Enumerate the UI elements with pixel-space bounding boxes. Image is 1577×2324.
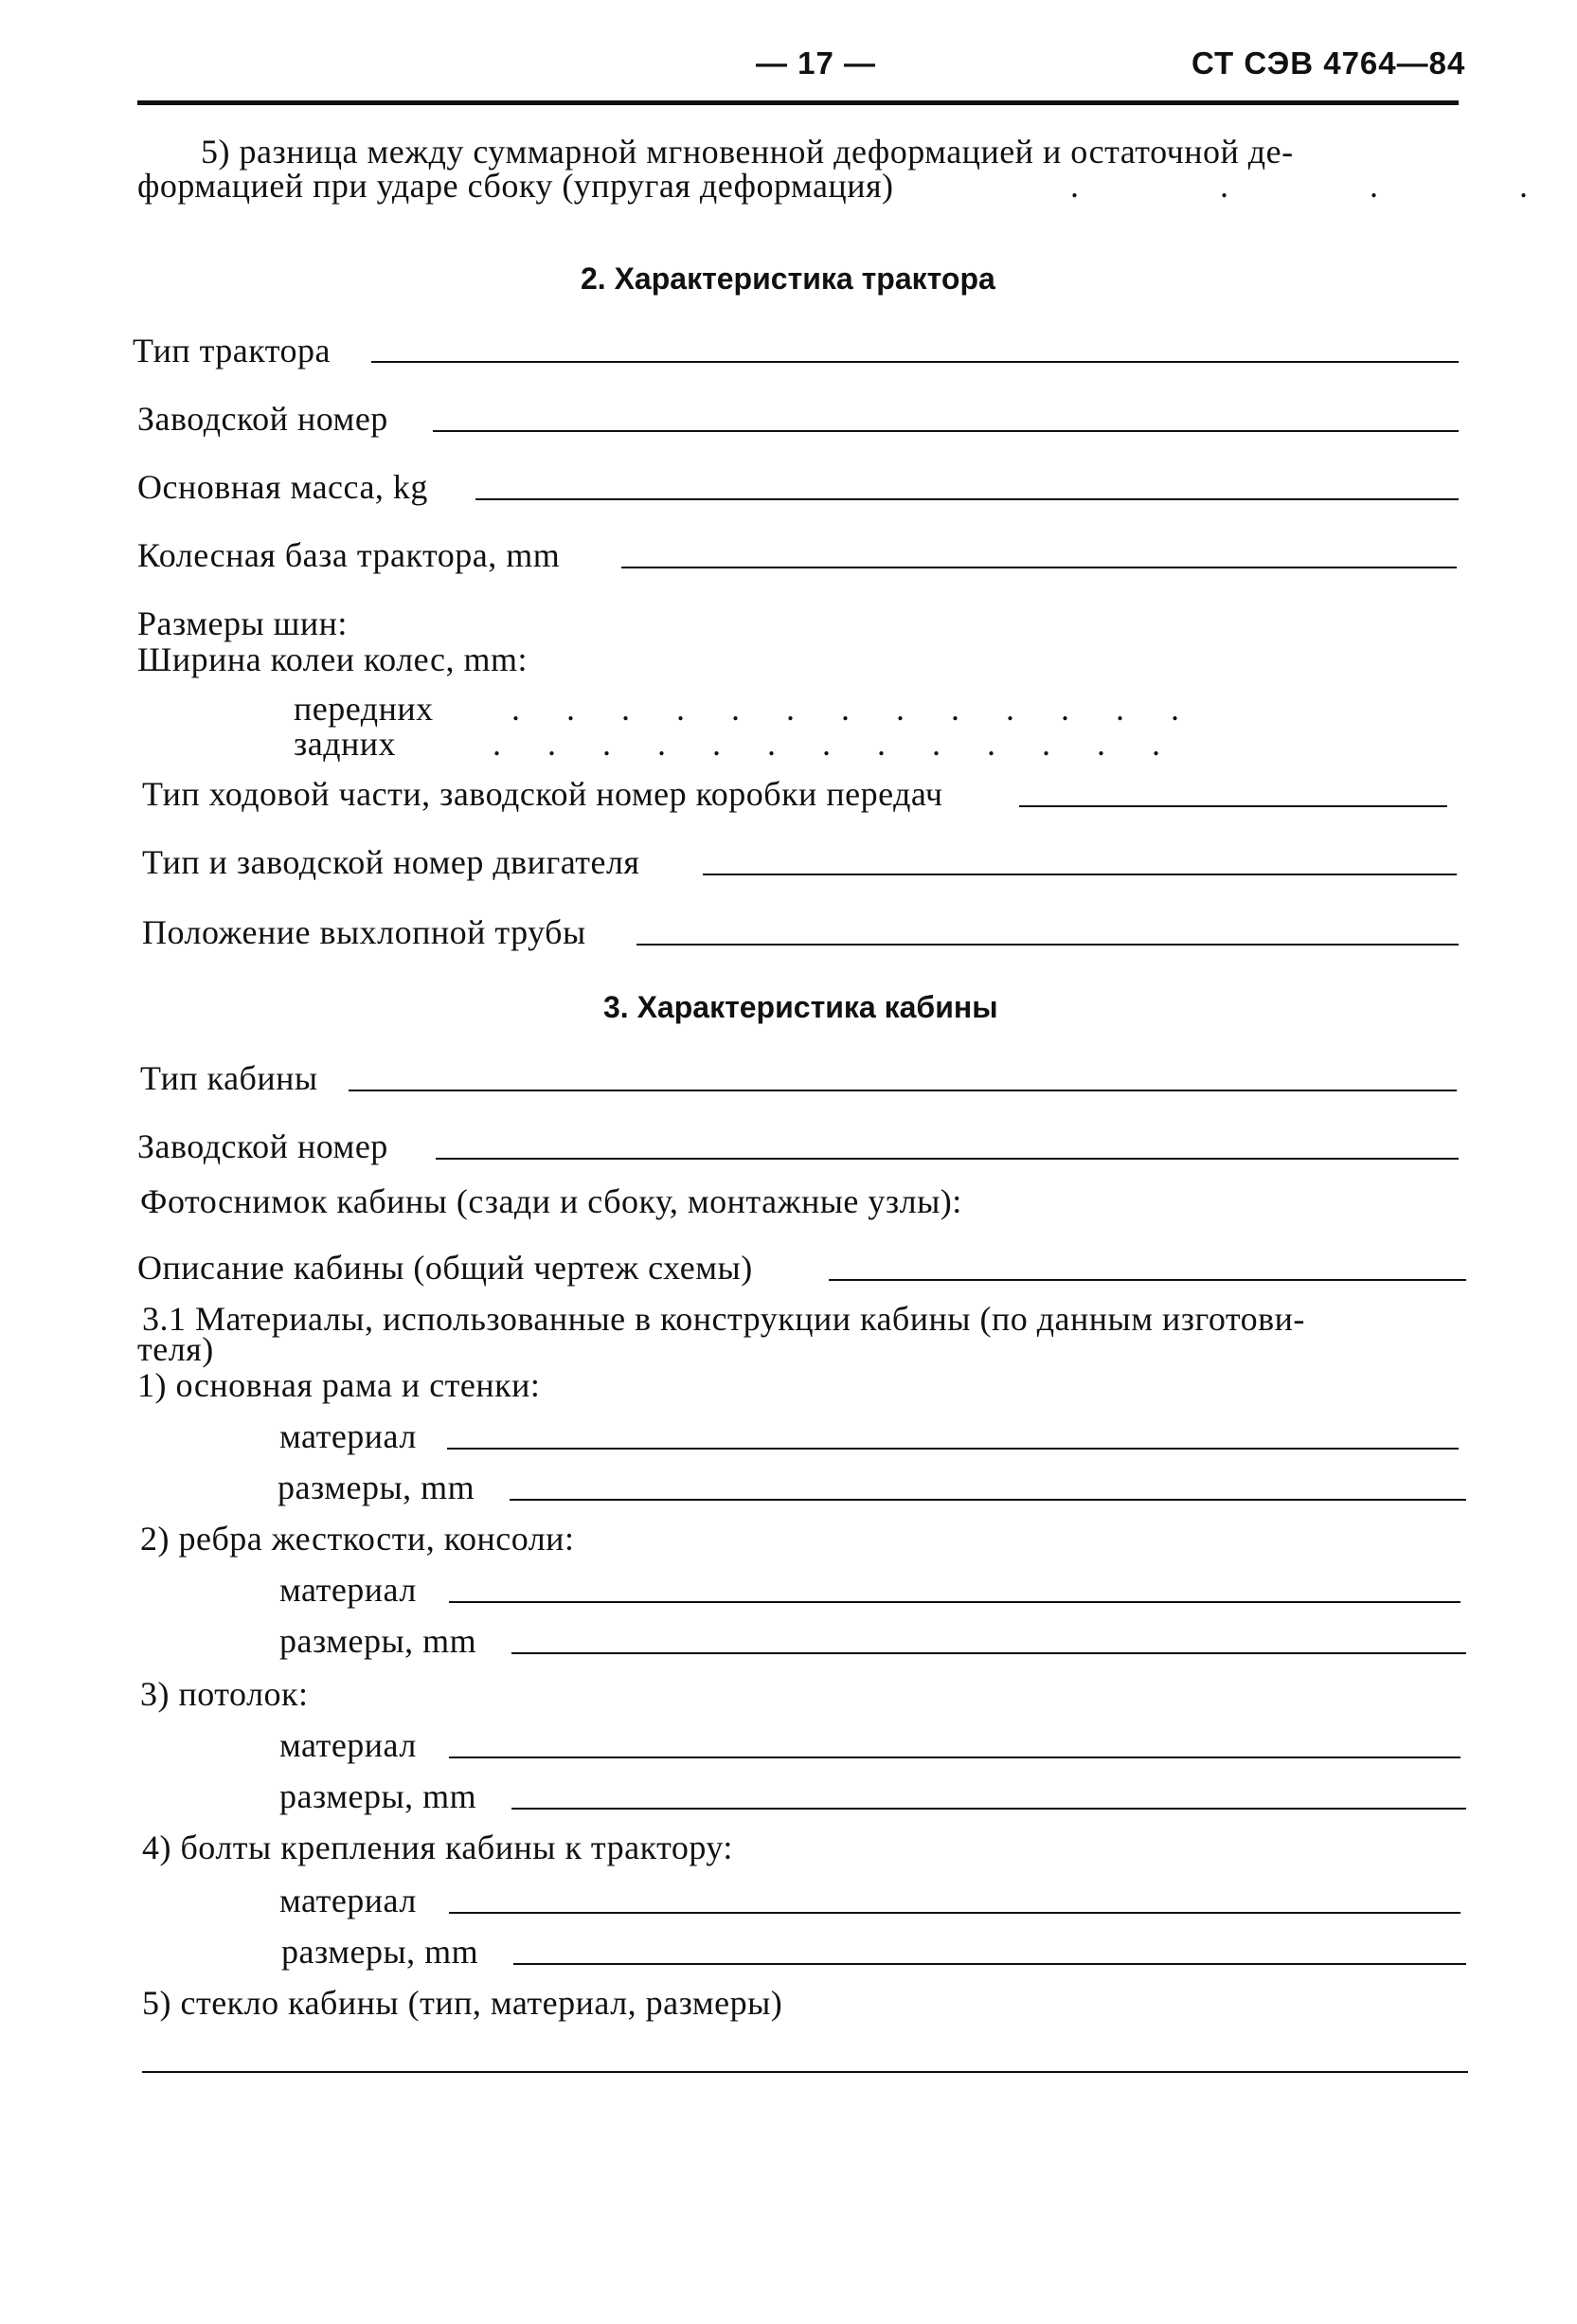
- page-number: — 17 —: [756, 45, 877, 81]
- item-4-dimensions-label: размеры, mm: [281, 1933, 479, 1971]
- rear-dots: . . . . . . . . . . . . .: [493, 725, 1160, 763]
- intro-dots: . . . .: [1070, 167, 1528, 205]
- engine-field[interactable]: [703, 874, 1457, 875]
- item-2-material-field[interactable]: [449, 1601, 1461, 1603]
- item-3-material-field[interactable]: [449, 1757, 1461, 1758]
- rear-label: задних: [294, 725, 397, 763]
- section-2-title: 2. Характеристика трактора: [581, 261, 995, 296]
- item-1-material-label: материал: [279, 1417, 417, 1455]
- item-1-material-field[interactable]: [447, 1448, 1459, 1450]
- cab-serial-field[interactable]: [436, 1158, 1459, 1160]
- engine-label: Тип и заводской номер двигателя: [142, 843, 640, 881]
- materials-line-1: 3.1 Материалы, использованные в конструкции кабины (по данным изготови-: [142, 1300, 1305, 1338]
- tractor-type-field[interactable]: [371, 361, 1459, 363]
- cab-description-label: Описание кабины (общий чертеж схемы): [137, 1249, 753, 1287]
- item-2-dimensions-label: размеры, mm: [279, 1622, 477, 1660]
- item-1-dimensions-label: размеры, mm: [278, 1468, 475, 1506]
- standard-code: СТ СЭВ 4764—84: [1192, 45, 1466, 81]
- exhaust-field[interactable]: [636, 944, 1459, 946]
- intro-line-2: формацией при ударе сбоку (упругая деформация): [137, 167, 894, 205]
- item-2-dimensions-field[interactable]: [511, 1652, 1466, 1654]
- item-3-material-label: материал: [279, 1726, 417, 1764]
- item-4-material-field[interactable]: [449, 1912, 1461, 1914]
- item-2-label: 2) ребра жесткости, консоли:: [140, 1520, 575, 1558]
- item-5-label: 5) стекло кабины (тип, материал, размеры): [142, 1984, 783, 2022]
- wheelbase-field[interactable]: [621, 567, 1457, 568]
- cab-type-field[interactable]: [349, 1090, 1457, 1091]
- item-3-label: 3) потолок:: [140, 1675, 309, 1713]
- track-width-label: Ширина колеи колес, mm:: [137, 640, 528, 678]
- front-label: передних: [294, 690, 434, 728]
- wheelbase-label: Колесная база трактора, mm: [137, 536, 561, 574]
- cab-photo-label: Фотоснимок кабины (сзади и сбоку, монтажные узлы):: [140, 1182, 962, 1220]
- materials-line-2: теля): [137, 1330, 214, 1368]
- cab-description-field[interactable]: [829, 1279, 1466, 1281]
- tractor-type-label: Тип трактора: [133, 332, 332, 369]
- tractor-serial-field[interactable]: [433, 430, 1459, 432]
- item-2-material-label: материал: [279, 1571, 417, 1609]
- intro-line-1: 5) разница между суммарной мгновенной деформацией и остаточной де-: [201, 133, 1294, 171]
- chassis-label: Тип ходовой части, заводской номер коробки передач: [142, 775, 943, 813]
- mass-field[interactable]: [475, 498, 1459, 500]
- item-1-dimensions-field[interactable]: [510, 1499, 1466, 1501]
- item-3-dimensions-label: размеры, mm: [279, 1777, 477, 1815]
- header-rule: [137, 100, 1459, 105]
- item-4-material-label: материал: [279, 1882, 417, 1919]
- item-5-field[interactable]: [142, 2071, 1468, 2073]
- chassis-field[interactable]: [1019, 805, 1447, 807]
- section-3-title: 3. Характеристика кабины: [603, 990, 998, 1024]
- tractor-serial-label: Заводской номер: [137, 400, 388, 438]
- exhaust-label: Положение выхлопной трубы: [142, 913, 586, 951]
- item-3-dimensions-field[interactable]: [511, 1808, 1466, 1810]
- mass-label: Основная масса, kg: [137, 468, 428, 506]
- item-4-dimensions-field[interactable]: [513, 1963, 1466, 1965]
- item-4-label: 4) болты крепления кабины к трактору:: [142, 1829, 733, 1866]
- tire-sizes-label: Размеры шин:: [137, 604, 348, 642]
- cab-type-label: Тип кабины: [140, 1059, 318, 1097]
- cab-serial-label: Заводской номер: [137, 1127, 388, 1165]
- item-1-label: 1) основная рама и стенки:: [137, 1366, 541, 1404]
- front-dots: . . . . . . . . . . . . .: [511, 690, 1179, 728]
